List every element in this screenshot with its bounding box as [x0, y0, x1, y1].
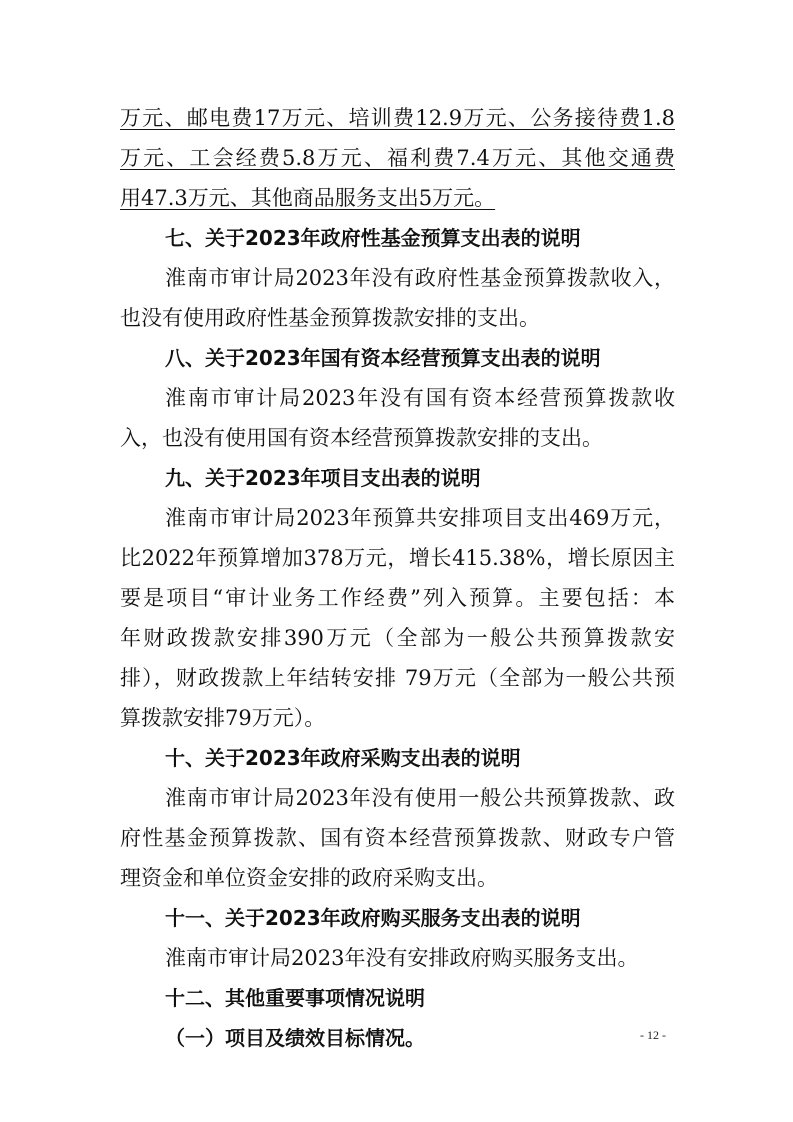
section-heading: 十、关于2023年政府采购支出表的说明 — [165, 746, 521, 770]
body-line: 年财政拨款安排390万元（全部为一般公共预算拨款安 — [120, 626, 675, 650]
body-line: 淮南市审计局2023年没有政府性基金预算拨款收入， — [165, 266, 675, 290]
body-line: 排），财政拨款上年结转安排 79万元（全部为一般公共预 — [120, 666, 675, 690]
section-heading: 十一、关于2023年政府购买服务支出表的说明 — [165, 906, 581, 930]
body-line: 入，也没有使用国有资本经营预算拨款安排的支出。 — [120, 426, 603, 450]
body-line: 比2022年预算增加378万元，增长415.38%，增长原因主 — [120, 546, 675, 570]
body-line: 用47.3万元、其他商品服务支出5万元。 — [120, 186, 496, 210]
body-line: 算拨款安排79万元）。 — [120, 706, 326, 730]
section-heading: 八、关于2023年国有资本经营预算支出表的说明 — [165, 346, 601, 370]
body-line: 也没有使用政府性基金预算拨款安排的支出。 — [120, 306, 540, 330]
section-heading: 七、关于2023年政府性基金预算支出表的说明 — [165, 226, 581, 250]
body-line: 淮南市审计局2023年没有使用一般公共预算拨款、政 — [165, 786, 675, 810]
body-line: 万元、邮电费17万元、培训费12.9万元、公务接待费1.8 — [120, 106, 675, 130]
body-line: 淮南市审计局2023年预算共安排项目支出469万元， — [165, 506, 675, 530]
body-line: 要是项目“审计业务工作经费”列入预算。主要包括：本 — [120, 586, 675, 610]
page-number: - 12 - — [640, 1028, 666, 1042]
body-line: 淮南市审计局2023年没有安排政府购买服务支出。 — [165, 946, 639, 970]
body-line: 淮南市审计局2023年没有国有资本经营预算拨款收 — [165, 386, 675, 410]
section-heading: 十二、其他重要事项情况说明 — [165, 986, 425, 1010]
body-line: 理资金和单位资金安排的政府采购支出。 — [120, 866, 498, 890]
body-line: 万元、工会经费5.8万元、福利费7.4万元、其他交通费 — [120, 146, 675, 170]
body-line: 府性基金预算拨款、国有资本经营预算拨款、财政专户管 — [120, 826, 675, 850]
section-heading: 九、关于2023年项目支出表的说明 — [165, 466, 481, 490]
subsection-heading: （一）项目及绩效目标情况。 — [165, 1026, 425, 1050]
